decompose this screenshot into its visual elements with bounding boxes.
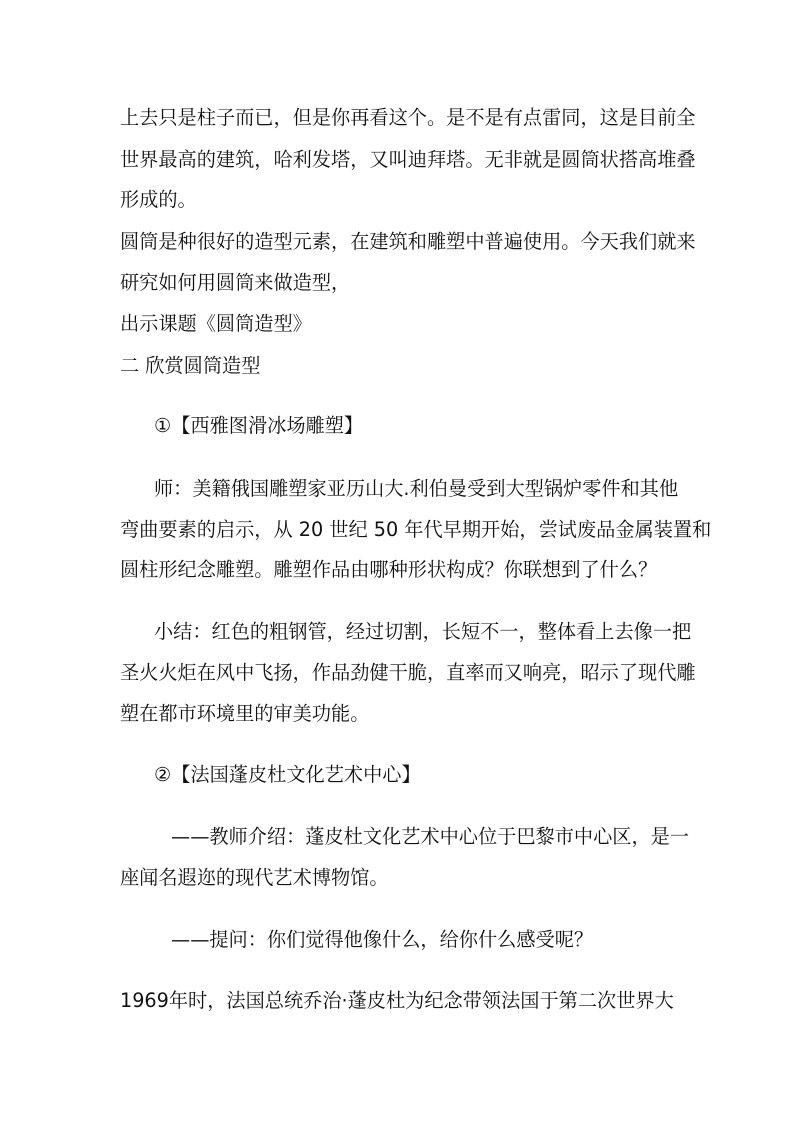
artwork-heading: ②【法国蓬皮杜文化艺术中心】: [154, 763, 421, 786]
paragraph-line: 塑在都市环境里的审美功能。: [120, 702, 370, 725]
section-heading: 二 欣赏圆筒造型: [120, 354, 261, 377]
paragraph-line: 1969年时，法国总统乔治·蓬皮杜为纪念带领法国于第二次世界大: [120, 989, 674, 1012]
lesson-title-line: 出示课题《圆筒造型》: [120, 312, 312, 335]
paragraph-line: 研究如何用圆筒来做造型，: [120, 271, 351, 294]
paragraph-line: ——提问：你们觉得他像什么，给你什么感受呢？: [171, 928, 594, 951]
paragraph-line: 形成的。: [120, 188, 197, 211]
paragraph-line: 圆筒是种很好的造型元素，在建筑和雕塑中普遍使用。今天我们就来: [120, 230, 696, 253]
paragraph-line: 世界最高的建筑，哈利发塔，又叫迪拜塔。无非就是圆筒状搭高堆叠: [120, 148, 696, 171]
paragraph-line: ——教师介绍：蓬皮杜文化艺术中心位于巴黎市中心区，是一: [171, 825, 690, 848]
paragraph-line: 上去只是柱子而已，但是你再看这个。是不是有点雷同，这是目前全: [120, 106, 696, 129]
paragraph-line: 师：美籍俄国雕塑家亚历山大.利伯曼受到大型锅炉零件和其他: [154, 477, 679, 500]
paragraph-line: 弯曲要素的启示，从 20 世纪 50 年代早期开始，尝试废品金属装置和: [120, 518, 712, 541]
paragraph-line: 座闻名遐迩的现代艺术博物馆。: [120, 866, 389, 889]
paragraph-line: 圆柱形纪念雕塑。雕塑作品由哪种形状构成？你联想到了什么？: [120, 558, 658, 581]
paragraph-line: 圣火火炬在风中飞扬，作品劲健干脆，直率而又响亮，昭示了现代雕: [120, 661, 696, 684]
artwork-heading: ①【西雅图滑冰场雕塑】: [154, 414, 364, 437]
paragraph-line: 小结：红色的粗钢管，经过切割，长短不一，整体看上去像一把: [154, 620, 692, 643]
